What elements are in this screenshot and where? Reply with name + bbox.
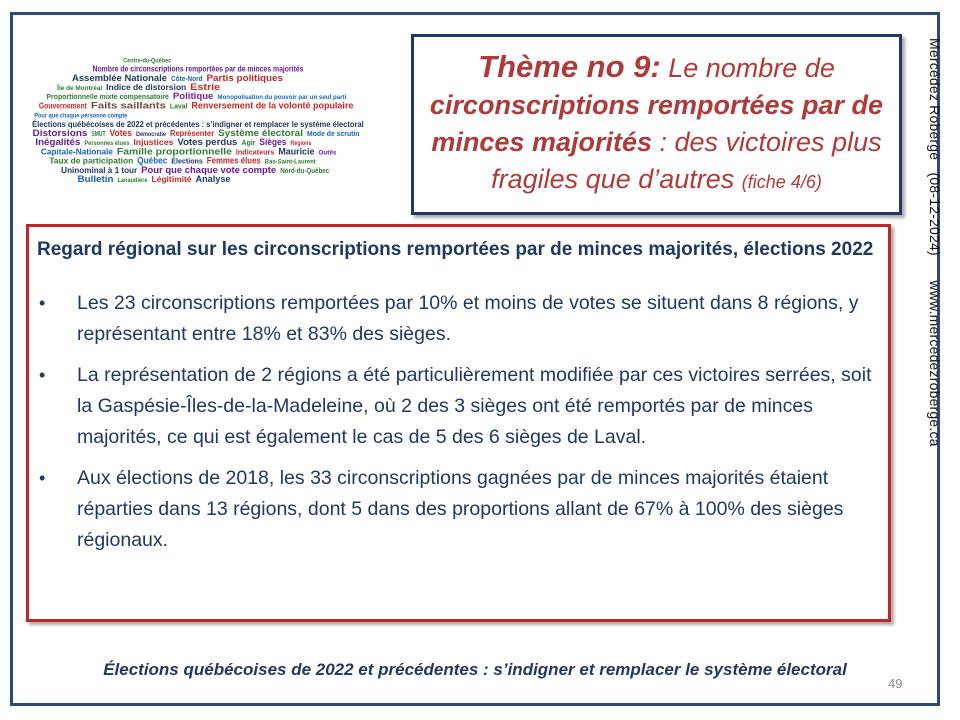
word-cloud-word: Agir [241,140,256,148]
footer-subtitle: Élections québécoises de 2022 et précédentes : s’indigner et remplacer le système électoral [103,660,847,679]
word-cloud-word: Faits saillants [90,100,166,111]
word-cloud-word: Système électoral [218,128,303,138]
word-cloud-word: Taux de participation [49,156,134,166]
word-cloud-word: Famille proportionnelle [116,146,232,157]
title-note: (fiche 4/6) [741,172,822,192]
word-cloud-word: Représenter [170,129,214,138]
bullet-text: Aux élections de 2018, les 33 circonscriptions gagnées par de minces majorités étaient réparties dans 13 régions, dont 5 dans des proportions allant de 67% à 100% des sièges régionaux. [77,467,844,551]
list-item [37,360,878,453]
word-cloud-word: Politique [172,91,214,102]
word-cloud-word: Démocratie [136,132,167,138]
word-cloud-word: Gouvernement [38,101,88,111]
word-cloud-word: Pour que chaque vote compte [141,164,277,175]
word-cloud-word: Proportionnelle mixte compensatoire [46,94,169,102]
word-cloud-word: Côte-Nord [171,75,203,83]
word-cloud-word: Distorsions [32,128,88,138]
bullet-icon: • [39,293,46,313]
word-cloud-word: Votes perdus [177,137,238,148]
word-cloud-word: Estrie [190,82,221,92]
word-cloud-word: Élections [171,158,203,166]
word-cloud-word: Nombre de circonscriptions remportées par de minces majorités [92,64,304,74]
word-cloud-word: Votes [109,128,132,138]
word-cloud-word: Mauricie [278,146,315,157]
list-item [37,288,878,350]
word-cloud-word: Laval [169,103,188,111]
word-cloud-word: Monopolisation du pouvoir par un seul parti [217,95,347,102]
word-cloud-word: Indice de distorsion [106,83,187,92]
word-cloud-word: Indicateurs [235,149,275,157]
word-cloud-word: Uninominal à 1 tour [61,165,138,175]
word-cloud-word: Assemblée Nationale [72,72,167,83]
list-item [37,463,878,556]
word-cloud-word: Capitale-Nationale [40,147,114,157]
word-cloud-word: Renversement de la volonté populaire [191,100,354,111]
bullet-list [37,288,878,556]
word-cloud-word: Québec [137,155,168,166]
word-cloud-word: Lanaudière [117,178,149,184]
author-credit: Mercédez Roberge (08-12-2024) [927,38,943,256]
word-cloud-word: Sièges [259,137,287,148]
word-cloud-word: SMUT [91,131,107,138]
word-cloud-word: Femmes élues [206,155,261,166]
bullet-text: Les 23 circonscriptions remportées par 10% et moins de votes se situent dans 8 régions, y représentant entre 18% et 83% des sièges. [77,292,859,345]
title-part2: : des victoires plus fragiles que d’autres [491,127,882,194]
bullet-icon: • [39,365,46,385]
word-cloud-word: Partis politiques [206,72,283,83]
word-cloud-word: Légitimité [151,175,193,184]
word-cloud-word: Injustices [133,138,174,148]
title-bold: circonscriptions remportées par de minces majorités [429,90,884,157]
word-cloud-word: Île de Montréal [57,86,100,92]
page-number: 49 [888,676,903,691]
word-cloud-word: Inégalités [35,137,81,148]
word-cloud-image [28,52,368,207]
word-cloud-word: Personnes élues [84,141,131,148]
bullet-icon: • [39,468,46,488]
title-lead: Thème no 9: [478,49,661,84]
word-cloud-word: Régions [290,141,312,148]
word-cloud-word: Bulletin [77,174,114,184]
content-box [26,224,891,622]
word-cloud-word: Analyse [195,174,231,184]
website-credit: www.mercedezroberge.ca [927,280,943,447]
title-part1: Le nombre de [660,53,835,83]
title-box [411,34,902,215]
word-cloud-word: Centre-du-Québec [123,58,172,65]
side-credits [903,38,943,447]
word-cloud-word: Mode de scrutin [307,131,360,138]
slide-title [428,48,885,201]
word-cloud-word: Pour que chaque personne compte [34,113,128,120]
word-cloud-word: Élections québécoises de 2022 et précédentes : s’indigner et remplacer le système électoral [32,119,364,129]
word-cloud-word: Nord-du-Québec [280,167,330,175]
word-cloud-word: Bas-Saint-Laurent [264,159,316,166]
content-heading: Regard régional sur les circonscriptions remportées par de minces majorités, élections 2022 [37,239,874,260]
bullet-text: La représentation de 2 régions a été particulièrement modifiée par ces victoires serrées, soit la Gaspésie-Îles-de-la-Madeleine, où 2 des 3 sièges ont été remportés par de minces majorités, ce qui est également le cas de 5 des 6 sièges de Laval. [77,364,872,448]
word-cloud-word: Outils [318,150,338,157]
